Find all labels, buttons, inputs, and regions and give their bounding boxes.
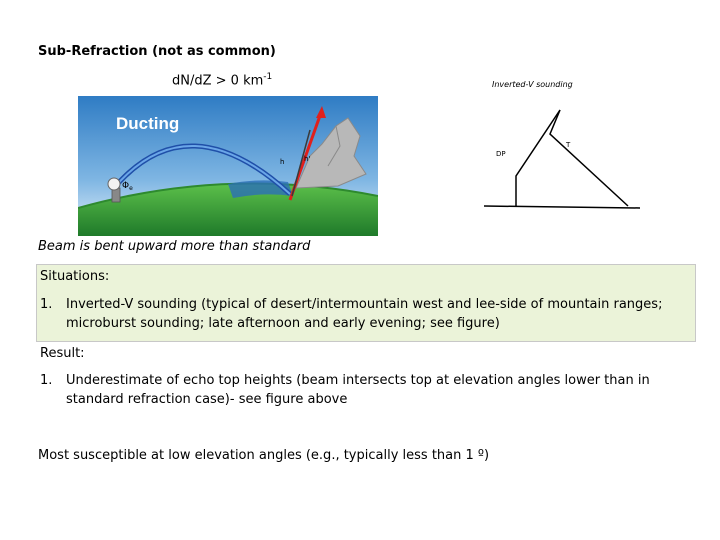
ducting-banner: Ducting bbox=[116, 114, 180, 133]
inverted-v-sounding-diagram bbox=[478, 76, 648, 216]
situation-number: 1. bbox=[40, 297, 53, 312]
ducting-illustration bbox=[78, 96, 378, 236]
gradient-exponent: -1 bbox=[263, 72, 273, 82]
sounding-baseline bbox=[484, 206, 640, 208]
situations-label: Situations: bbox=[40, 269, 110, 284]
result-text: Underestimate of echo top heights (beam intersects top at elevation angles lower than in standard refraction case)- see figure above bbox=[66, 373, 650, 407]
situation-text: Inverted-V sounding (typical of desert/intermountain west and lee-side of mountain ranges; microburst sounding; late afternoon and early evening; see figure) bbox=[66, 297, 663, 331]
result-label: Result: bbox=[40, 346, 85, 361]
h-label: h bbox=[280, 158, 285, 166]
figure-caption: Beam is bent upward more than standard bbox=[38, 239, 311, 254]
dp-label: DP bbox=[496, 150, 506, 158]
temperature-line bbox=[550, 110, 628, 206]
slide-title: Sub-Refraction (not as common) bbox=[38, 44, 276, 59]
radar-dome-icon bbox=[108, 178, 120, 190]
susceptibility-note: Most susceptible at low elevation angles (e.g., typically less than 1 º) bbox=[38, 448, 490, 463]
t-label: T bbox=[566, 141, 571, 149]
phi-label: $\Phi_e$ bbox=[122, 181, 133, 192]
refractivity-gradient bbox=[172, 72, 272, 88]
gradient-base: dN/dZ > 0 km bbox=[172, 73, 264, 89]
result-number: 1. bbox=[40, 373, 53, 388]
sounding-title: Inverted-V sounding bbox=[492, 80, 573, 89]
h-prime-label: h' bbox=[304, 155, 311, 163]
